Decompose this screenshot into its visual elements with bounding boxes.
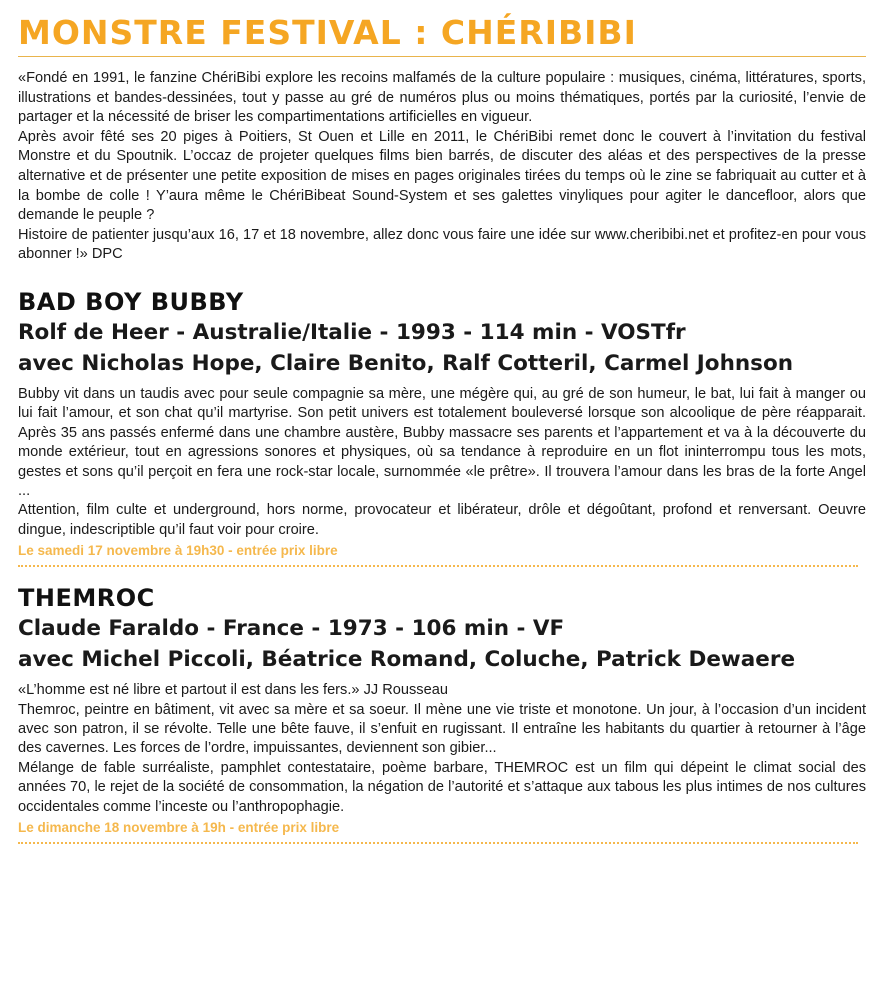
intro-paragraph: Histoire de patienter jusqu’aux 16, 17 et 18 novembre, allez donc vous faire une idée sur www.cheribibi.net et profitez-en pour vous abonner !» DPC	[18, 226, 866, 263]
screening-info: Le samedi 17 novembre à 19h30 - entrée prix libre	[18, 542, 858, 567]
film-description	[18, 385, 866, 540]
film-paragraph: Bubby vit dans un taudis avec pour seule compagnie sa mère, une mégère qui, au gré de son humeur, le bat, lui fait à manger ou lui fait l’amour, et son chat qu’il martyrise. Son petit univers est totalement bouleversé lorsque son alcoolique de père réapparait. Après 35 ans passés enfermé dans une chambre austère, Bubby massacre ses parents et l’appartement et va à la découverte du monde extérieur, tout en agressions sonores et physiques, où sa tendance à reproduire en un flot ininterrompu tous les mots, gestes et sons qu’il perçoit en fera une rock-star locale, surnommée «le prêtre». Il trouvera l’amour dans les bras de la forte Angel ...	[18, 385, 866, 499]
festival-title: MONSTRE FESTIVAL : CHÉRIBIBI	[18, 14, 866, 57]
film-bad-boy-bubby	[18, 287, 866, 567]
film-title: THEMROC	[18, 584, 155, 613]
film-themroc	[18, 583, 866, 844]
film-cast: avec Michel Piccoli, Béatrice Romand, Coluche, Patrick Dewaere	[18, 647, 796, 673]
festival-page	[18, 14, 866, 844]
film-description	[18, 681, 866, 817]
film-meta: Claude Faraldo - France - 1973 - 106 min - VF	[18, 616, 565, 642]
film-title: BAD BOY BUBBY	[18, 287, 244, 316]
intro-text	[18, 69, 866, 265]
film-paragraph: Themroc, peintre en bâtiment, vit avec sa mère et sa soeur. Il mène une vie triste et monotone. Un jour, à l’occasion d’un incident avec son patron, il se révolte. Telle une bête fauve, il s’enfuit en rugissant. Il entraîne les habitants du quartier à retourner à l’âge des cavernes. Les forces de l’ordre, impuissantes, deviennent son gibier...	[18, 701, 866, 757]
film-paragraph: Mélange de fable surréaliste, pamphlet contestataire, poème barbare, THEMROC est un film qui dépeint le climat social des années 70, le rejet de la société de consommation, la négation de l’autorité et s’attaque aux tabous les plus intimes de nos cultures occidentales comme l’inceste ou l’anthropophagie.	[18, 759, 866, 815]
film-cast: avec Nicholas Hope, Claire Benito, Ralf Cotteril, Carmel Johnson	[18, 350, 794, 376]
film-paragraph: «L’homme est né libre et partout il est dans les fers.» JJ Rousseau	[18, 682, 448, 699]
intro-paragraph: «Fondé en 1991, le fanzine ChériBibi explore les recoins malfamés de la culture populaire : musiques, cinéma, littératures, sports, illustrations et bandes-dessinées, tout y passe au gré de numéros plus ou moins thématiques, portés par la curiosité, l’envie de partager et la nécessité de briser les compartimentations artificielles en vigueur.	[18, 70, 866, 126]
film-meta: Rolf de Heer - Australie/Italie - 1993 - 114 min - VOSTfr	[18, 319, 686, 345]
intro-paragraph: Après avoir fêté ses 20 piges à Poitiers, St Ouen et Lille en 2011, le ChériBibi remet donc le couvert à l’invitation du festival Monstre et du Spoutnik. L’occaz de projeter quelques films bien barrés, de discuter des aléas et des perspectives de la presse alternative et de présenter une petite exposition de mises en pages originales tirées du temps où le zine se fabriquait au cutter et à la bombe de colle ! Y’aura même le ChériBibeat Sound-System et ses galettes vinyliques pour agiter le dancefloor, alors que demande le peuple ?	[18, 128, 866, 224]
film-paragraph: Attention, film culte et underground, hors norme, provocateur et libérateur, drôle et dégoûtant, profond et renversant. Oeuvre dingue, indescriptible qu’il faut voir pour croire.	[18, 502, 866, 538]
screening-info: Le dimanche 18 novembre à 19h - entrée prix libre	[18, 819, 858, 844]
